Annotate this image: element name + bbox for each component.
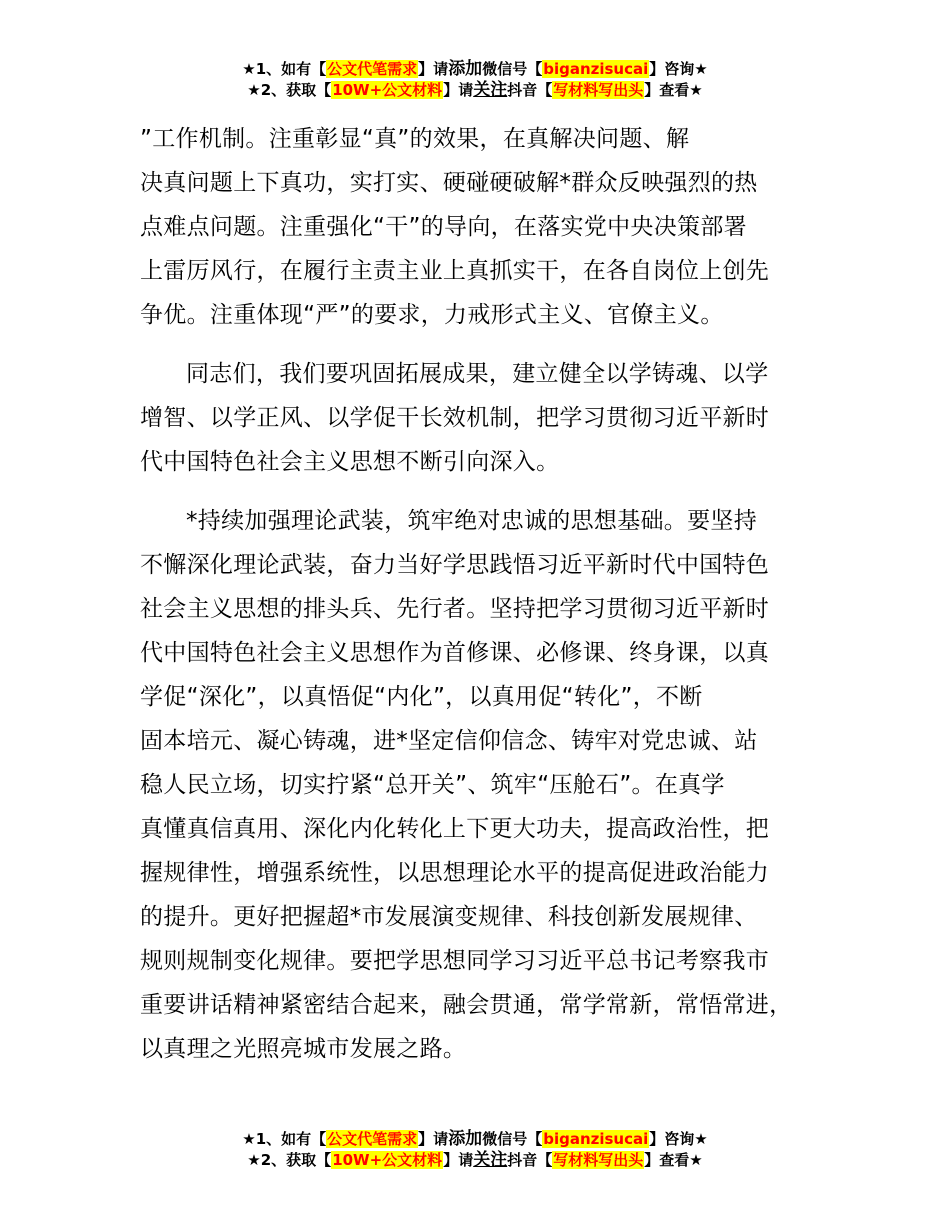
text-line: 点难点问题。注重强化“干”的导向，在落实党中央决策部署 — [140, 214, 747, 240]
promo-text: 】查看★ — [644, 1151, 703, 1169]
promo-highlight-douyin-id: 写材料写出头 — [553, 81, 644, 99]
promo-header-line-2 — [0, 80, 950, 101]
text-line: 决真问题上下真功，实打实、硬碰硬破解*群众反映强烈的热 — [140, 170, 758, 196]
text-line: 稳人民立场，切实拧紧“总开关”、筑牢“压舱石”。在真学 — [140, 772, 725, 798]
promo-highlight-service: 公文代笔需求 — [327, 60, 418, 78]
text-line: 的提升。更好把握超*市发展演变规律、科技创新发展规律、 — [140, 904, 758, 930]
text-line: *持续加强理论武装，筑牢绝对忠诚的思想基础。要坚持 — [186, 508, 757, 534]
text-line: 同志们，我们要巩固拓展成果，建立健全以学铸魂、以学 — [186, 361, 769, 387]
promo-text: ★1、如有【 — [242, 1130, 327, 1148]
text-line: 重要讲话精神紧密结合起来，融会贯通，常学常新，常悟常进， — [140, 992, 793, 1018]
promo-highlight-wechat-id: biganzisucai — [543, 1130, 649, 1148]
text-line: 学促“深化”，以真悟促“内化”，以真用促“转化”，不断 — [140, 684, 703, 710]
text-line: 固本培元、凝心铸魂，进*坚定信仰信念、铸牢对党忠诚、站 — [140, 728, 758, 754]
promo-text: 】请 — [418, 60, 449, 78]
text-line: 代中国特色社会主义思想作为首修课、必修课、终身课，以真 — [140, 640, 770, 666]
promo-text: 微信号【 — [482, 60, 543, 78]
text-line: 争优。注重体现“严”的要求，力戒形式主义、官僚主义。 — [140, 302, 724, 328]
promo-text: ★2、获取【 — [247, 81, 332, 99]
text-line: ”工作机制。注重彰显“真”的效果，在真解决问题、解 — [140, 126, 690, 152]
text-line: 上雷厉风行，在履行主责主业上真抓实干，在各自岗位上创先 — [140, 258, 770, 284]
promo-text: 】查看★ — [644, 81, 703, 99]
promo-text: 】咨询★ — [649, 1130, 708, 1148]
promo-text: ★1、如有【 — [242, 60, 327, 78]
promo-text: 】咨询★ — [649, 60, 708, 78]
text-line: 真懂真信真用、深化内化转化上下更大功夫，提高政治性，把 — [140, 816, 770, 842]
text-line: 增智、以学正风、以学促干长效机制，把学习贯彻习近平新时 — [140, 405, 770, 431]
promo-header — [0, 59, 950, 101]
promo-emphasis-add: 添加 — [448, 1129, 483, 1149]
text-line: 代中国特色社会主义思想不断引向深入。 — [140, 449, 560, 475]
promo-highlight-service: 公文代笔需求 — [327, 1130, 418, 1148]
text-line: 社会主义思想的排头兵、先行者。坚持把学习贯彻习近平新时 — [140, 596, 770, 622]
promo-text: 抖音【 — [507, 81, 553, 99]
promo-highlight-wechat-id: biganzisucai — [543, 60, 649, 78]
promo-highlight-materials: 10W+公文材料 — [332, 81, 443, 99]
promo-footer — [0, 1129, 950, 1171]
promo-emphasis-follow: 关注 — [473, 80, 508, 100]
promo-text: 】请 — [418, 1130, 449, 1148]
promo-footer-line-2 — [0, 1150, 950, 1171]
promo-emphasis-add: 添加 — [448, 59, 483, 79]
promo-text: ★2、获取【 — [247, 1151, 332, 1169]
promo-text: 】请 — [443, 81, 474, 99]
promo-footer-line-1 — [0, 1129, 950, 1150]
text-line: 规则规制变化规律。要把学思想同学习习近平总书记考察我市 — [140, 948, 770, 974]
promo-emphasis-follow: 关注 — [473, 1150, 508, 1170]
promo-highlight-douyin-id: 写材料写出头 — [553, 1151, 644, 1169]
document-body — [140, 117, 840, 1086]
paragraph-1 — [140, 117, 840, 337]
text-line: 以真理之光照亮城市发展之路。 — [140, 1036, 467, 1062]
text-line: 不懈深化理论武装，奋力当好学思践悟习近平新时代中国特色 — [140, 552, 770, 578]
promo-text: 】请 — [443, 1151, 474, 1169]
promo-text: 抖音【 — [507, 1151, 553, 1169]
promo-text: 微信号【 — [482, 1130, 543, 1148]
paragraph-2 — [140, 352, 840, 484]
paragraph-3 — [140, 499, 840, 1071]
promo-header-line-1 — [0, 59, 950, 80]
text-line: 握规律性，增强系统性，以思想理论水平的提高促进政治能力 — [140, 860, 770, 886]
promo-highlight-materials: 10W+公文材料 — [332, 1151, 443, 1169]
